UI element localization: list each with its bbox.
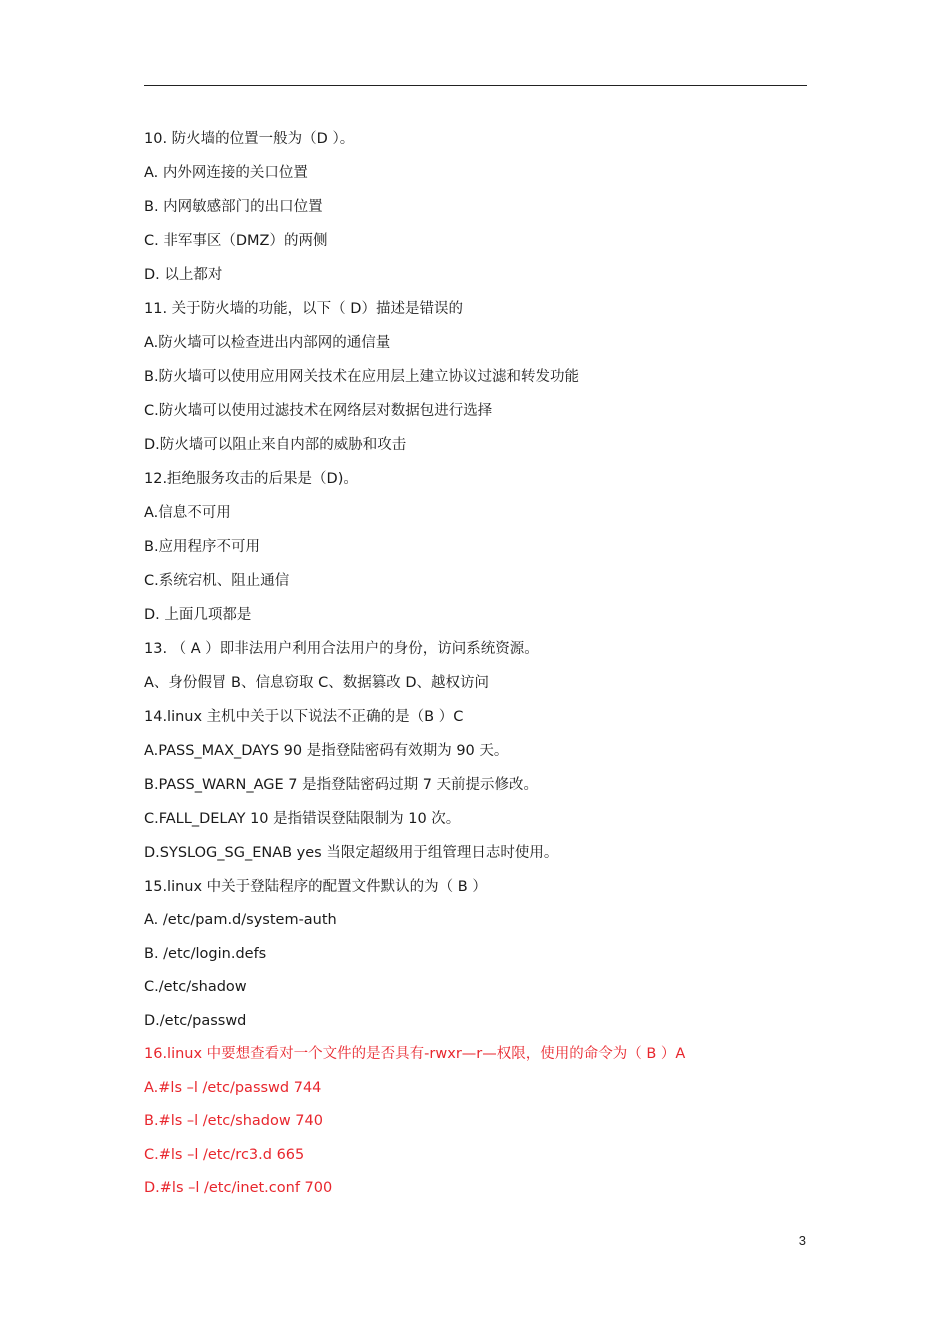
options-13: A、身份假冒 B、信息窃取 C、数据篡改 D、越权访问 [144,675,489,691]
option-10-b: B. 内网敏感部门的出口位置 [144,199,323,215]
option-11-b: B.防火墙可以使用应用网关技术在应用层上建立协议过滤和转发功能 [144,369,580,385]
option-15-a: A. /etc/pam.d/system-auth [144,912,337,928]
header-rule [144,85,807,86]
option-16-a: A.#ls –l /etc/passwd 744 [144,1079,322,1096]
option-11-c: C.防火墙可以使用过滤技术在网络层对数据包进行选择 [144,403,493,419]
document-body [144,122,807,1206]
option-14-b: B.PASS_WARN_AGE 7 是指登陆密码过期 7 天前提示修改。 [144,777,539,793]
question-11: 11. 关于防火墙的功能，以下（ D）描述是错误的 [144,301,463,317]
option-10-d: D. 以上都对 [144,267,223,283]
option-10-a: A. 内外网连接的关口位置 [144,165,308,181]
option-15-c: C./etc/shadow [144,979,247,995]
option-11-a: A.防火墙可以检查进出内部网的通信量 [144,335,391,351]
option-12-b: B.应用程序不可用 [144,539,261,555]
option-14-c: C.FALL_DELAY 10 是指错误登陆限制为 10 次。 [144,811,461,827]
option-12-d: D. 上面几项都是 [144,607,252,623]
page-number: 3 [798,1233,806,1248]
option-12-a: A.信息不可用 [144,505,231,521]
question-14: 14.linux 主机中关于以下说法不正确的是（B ）C [144,709,464,725]
question-15: 15.linux 中关于登陆程序的配置文件默认的为（ B ） [144,879,487,895]
option-14-a: A.PASS_MAX_DAYS 90 是指登陆密码有效期为 90 天。 [144,743,509,759]
question-16: 16.linux 中要想查看对一个文件的是否具有-rwxr—r—权限，使用的命令为（ B ）A [144,1046,686,1062]
option-15-d: D./etc/passwd [144,1012,247,1029]
option-11-d: D.防火墙可以阻止来自内部的威胁和攻击 [144,437,407,453]
option-10-c: C. 非军事区（DMZ）的两侧 [144,233,328,249]
option-15-b: B. /etc/login.defs [144,945,267,962]
question-10: 10. 防火墙的位置一般为（D ）。 [144,131,355,147]
question-12: 12.拒绝服务攻击的后果是（D)。 [144,471,358,487]
question-13: 13. （ A ）即非法用户利用合法用户的身份，访问系统资源。 [144,641,539,657]
option-14-d: D.SYSLOG_SG_ENAB yes 当限定超级用于组管理日志时使用。 [144,845,559,861]
option-16-c: C.#ls –l /etc/rc3.d 665 [144,1146,305,1163]
option-16-b: B.#ls –l /etc/shadow 740 [144,1113,323,1129]
option-12-c: C.系统宕机、阻止通信 [144,573,290,589]
option-16-d: D.#ls –l /etc/inet.conf 700 [144,1180,333,1196]
